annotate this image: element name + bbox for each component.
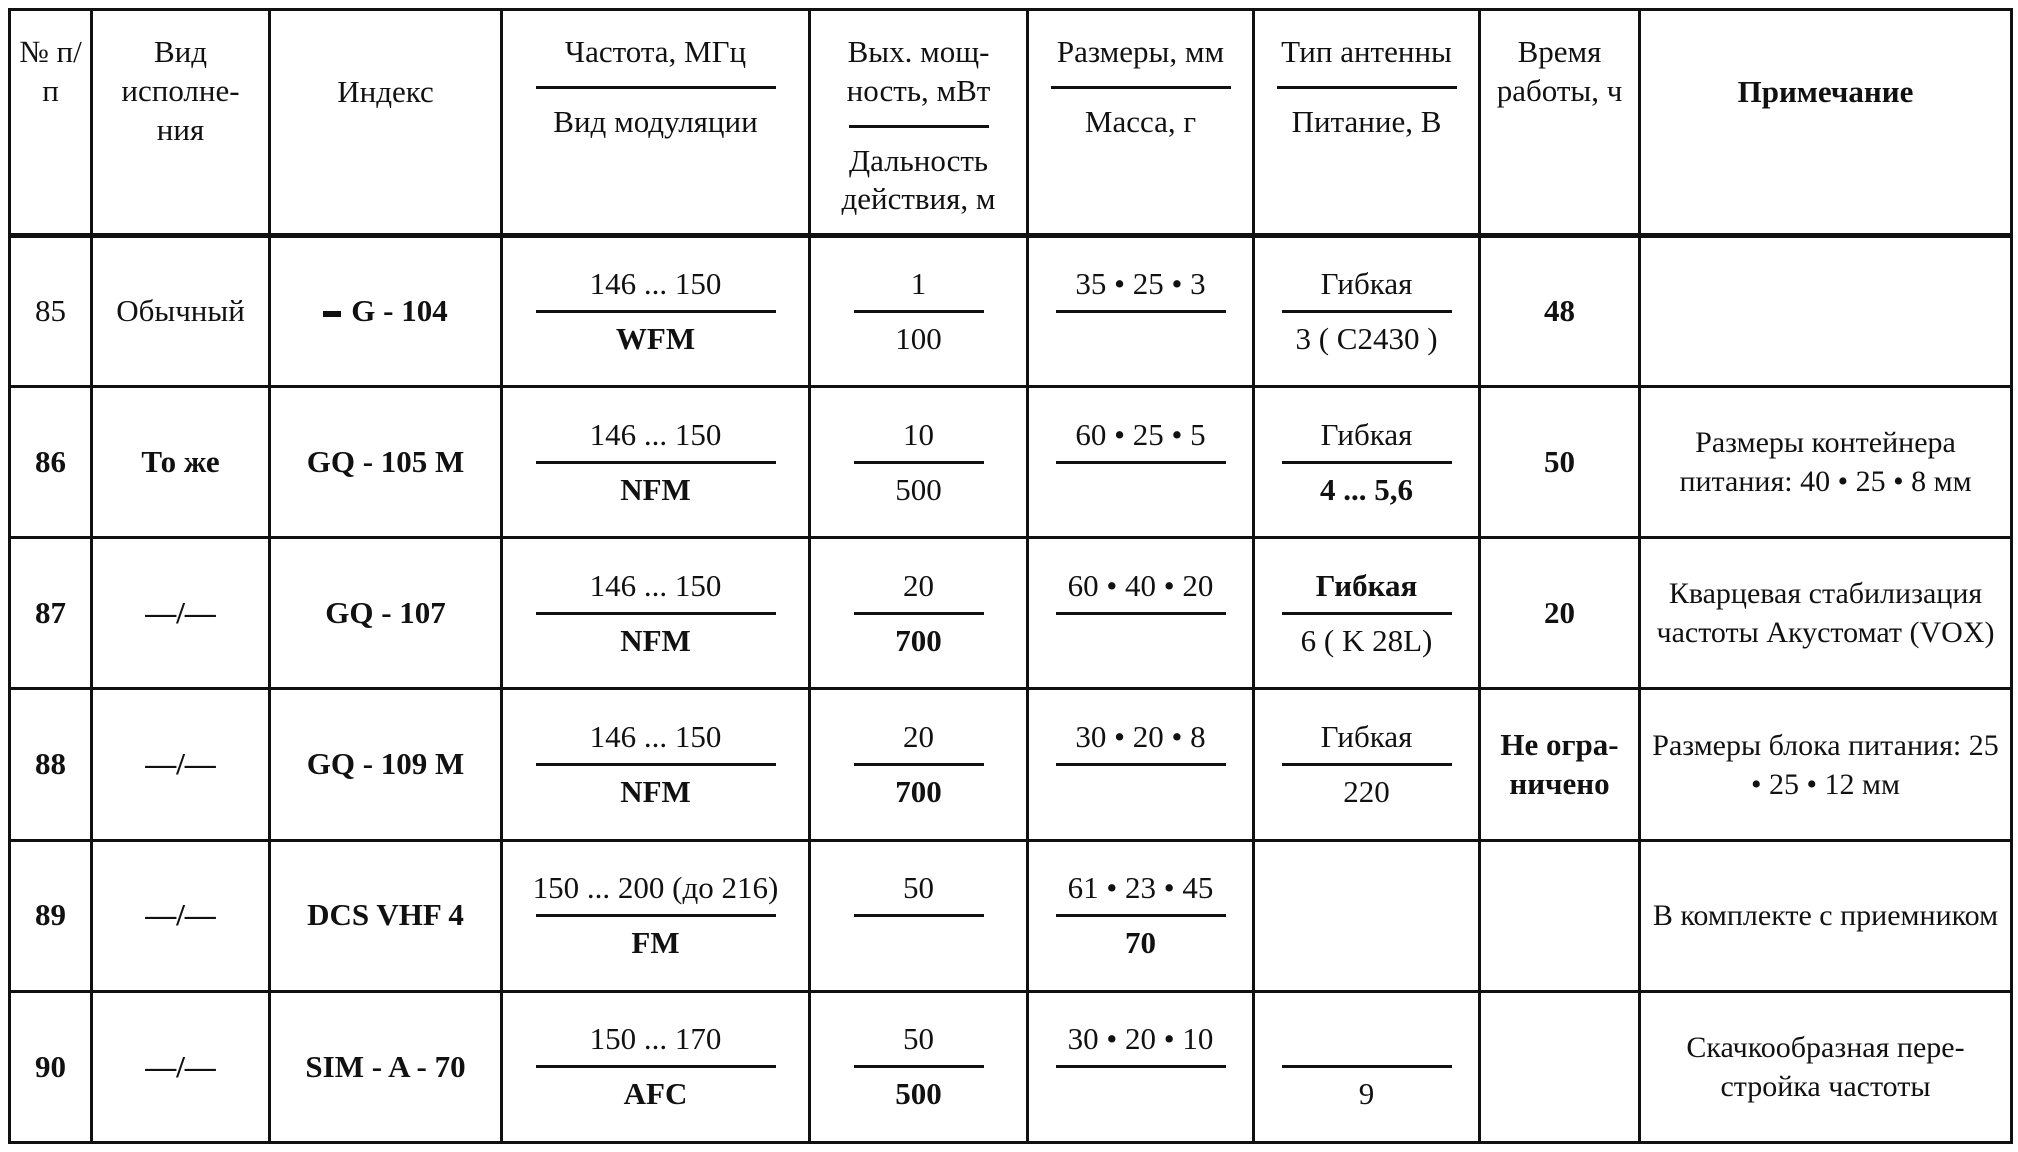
- header-note: Примечание: [1640, 10, 2012, 236]
- header-frequency-divider: [536, 86, 776, 89]
- antenna-value: Гибкая: [1320, 719, 1413, 755]
- cell-index: SIM - A - 70: [270, 991, 502, 1142]
- frequency-value: 150 ... 200 (до 216): [532, 870, 779, 906]
- cell-num: 89: [10, 840, 92, 991]
- range-value: [915, 917, 923, 969]
- power-value: 1: [910, 266, 927, 302]
- mass-value: [1137, 1068, 1145, 1120]
- header-frequency-top: Частота, МГц: [564, 34, 747, 69]
- modulation-value: NFM: [620, 774, 691, 810]
- cell-type: —/—: [92, 840, 270, 991]
- mass-value: 70: [1125, 925, 1156, 961]
- header-size-divider: [1051, 86, 1231, 89]
- frequency-value: 146 ... 150: [589, 416, 722, 452]
- header-antenna-divider: [1277, 86, 1457, 89]
- cell-type: —/—: [92, 991, 270, 1142]
- table-row: [10, 689, 2012, 840]
- cell-note: В комплекте с приемником: [1640, 840, 2012, 991]
- power-value: 20: [903, 567, 934, 603]
- supply-value: 3 ( C2430 ): [1295, 321, 1438, 357]
- size-value: 30 • 20 • 10: [1067, 1021, 1214, 1057]
- cell-power: [810, 689, 1028, 840]
- cell-power: [810, 991, 1028, 1142]
- size-value: 35 • 25 • 3: [1075, 266, 1206, 302]
- size-value: 60 • 40 • 20: [1067, 567, 1214, 603]
- cell-size: [1028, 538, 1254, 689]
- cell-size: [1028, 840, 1254, 991]
- size-value: 60 • 25 • 5: [1075, 416, 1206, 452]
- cell-size: [1028, 236, 1254, 387]
- modulation-value: WFM: [615, 321, 696, 357]
- supply-value: [1363, 917, 1371, 969]
- header-antenna-top: Тип антенны: [1281, 34, 1452, 69]
- cell-time: Не огра-ничено: [1480, 689, 1640, 840]
- cell-antenna: [1254, 387, 1480, 538]
- header-range: Дальность действия, м: [841, 142, 996, 217]
- cell-antenna: [1254, 236, 1480, 387]
- cell-time: 20: [1480, 538, 1640, 689]
- header-power-divider: [849, 125, 989, 128]
- cell-note: Скачкообразная пере-стройка частоты: [1640, 991, 2012, 1142]
- cell-power: [810, 538, 1028, 689]
- power-value: 50: [903, 870, 934, 906]
- modulation-value: NFM: [620, 471, 691, 507]
- header-num: № п/п: [10, 10, 92, 236]
- cell-num: 87: [10, 538, 92, 689]
- frequency-value: 146 ... 150: [589, 719, 722, 755]
- cell-num: 90: [10, 991, 92, 1142]
- range-value: 500: [895, 1076, 942, 1112]
- cell-frequency: [502, 840, 810, 991]
- spec-table: [8, 8, 2013, 1144]
- size-value: 30 • 20 • 8: [1075, 719, 1206, 755]
- modulation-value: FM: [631, 925, 680, 961]
- header-size-top: Размеры, мм: [1056, 34, 1225, 69]
- header-size: [1028, 10, 1254, 236]
- mass-value: [1137, 464, 1145, 516]
- cell-time: [1480, 991, 1640, 1142]
- cell-type: То же: [92, 387, 270, 538]
- index-dash-mark: [323, 311, 341, 317]
- cell-note: [1640, 236, 2012, 387]
- antenna-value: [1363, 862, 1371, 914]
- cell-note: Кварцевая стабилизация частоты Акустомат (VOX): [1640, 538, 2012, 689]
- cell-size: [1028, 991, 1254, 1142]
- cell-antenna: [1254, 689, 1480, 840]
- cell-time: [1480, 840, 1640, 991]
- cell-frequency: [502, 236, 810, 387]
- cell-index: DCS VHF 4: [270, 840, 502, 991]
- frequency-value: 150 ... 170: [589, 1021, 722, 1057]
- cell-type: —/—: [92, 689, 270, 840]
- header-power: [810, 10, 1028, 236]
- supply-value: 6 ( K 28L): [1300, 622, 1433, 658]
- cell-num: 85: [10, 236, 92, 387]
- power-value: 50: [903, 1021, 934, 1057]
- cell-index: GQ - 109 M: [270, 689, 502, 840]
- cell-index: G - 104: [270, 236, 502, 387]
- cell-index: GQ - 105 M: [270, 387, 502, 538]
- header-antenna: [1254, 10, 1480, 236]
- frequency-value: 146 ... 150: [589, 266, 722, 302]
- supply-value: 4 ... 5,6: [1320, 471, 1413, 507]
- cell-index: GQ - 107: [270, 538, 502, 689]
- cell-antenna: [1254, 991, 1480, 1142]
- antenna-value: Гибкая: [1320, 416, 1413, 452]
- header-frequency: [502, 10, 810, 236]
- table-row: [10, 840, 2012, 991]
- cell-time: 50: [1480, 387, 1640, 538]
- cell-frequency: [502, 991, 810, 1142]
- range-value: 700: [895, 622, 942, 658]
- cell-antenna: [1254, 840, 1480, 991]
- header-power-top: Вых. мощ-ность, мВт: [846, 34, 991, 108]
- power-value: 10: [903, 416, 934, 452]
- supply-value: 220: [1343, 774, 1390, 810]
- cell-power: [810, 236, 1028, 387]
- range-value: 700: [895, 774, 942, 810]
- modulation-value: NFM: [620, 622, 691, 658]
- cell-frequency: [502, 387, 810, 538]
- mass-value: [1137, 766, 1145, 818]
- header-row: [10, 10, 2012, 236]
- cell-frequency: [502, 538, 810, 689]
- cell-time: 48: [1480, 236, 1640, 387]
- cell-num: 86: [10, 387, 92, 538]
- header-time: Время работы, ч: [1480, 10, 1640, 236]
- cell-antenna: [1254, 538, 1480, 689]
- cell-size: [1028, 387, 1254, 538]
- header-index: Индекс: [270, 10, 502, 236]
- cell-power: [810, 387, 1028, 538]
- cell-note: Размеры блока питания: 25 • 25 • 12 мм: [1640, 689, 2012, 840]
- header-mass: Масса, г: [1084, 103, 1197, 139]
- mass-value: [1137, 313, 1145, 365]
- supply-value: 9: [1358, 1076, 1375, 1112]
- header-type: Вид исполне-ния: [92, 10, 270, 236]
- cell-power: [810, 840, 1028, 991]
- table-row: [10, 991, 2012, 1142]
- modulation-value: AFC: [623, 1076, 688, 1112]
- table-row: [10, 538, 2012, 689]
- cell-type: —/—: [92, 538, 270, 689]
- header-modulation: Вид модуляции: [553, 103, 758, 139]
- header-supply: Питание, В: [1291, 103, 1442, 139]
- frequency-value: 146 ... 150: [589, 567, 722, 603]
- power-value: 20: [903, 719, 934, 755]
- cell-type: Обычный: [92, 236, 270, 387]
- table-row: [10, 387, 2012, 538]
- table-row: [10, 236, 2012, 387]
- antenna-value: Гибкая: [1315, 567, 1418, 603]
- range-value: 100: [895, 321, 942, 357]
- cell-frequency: [502, 689, 810, 840]
- range-value: 500: [895, 471, 942, 507]
- cell-size: [1028, 689, 1254, 840]
- size-value: 61 • 23 • 45: [1067, 870, 1214, 906]
- antenna-value: [1363, 1013, 1371, 1065]
- mass-value: [1137, 615, 1145, 667]
- antenna-value: Гибкая: [1320, 266, 1413, 302]
- cell-num: 88: [10, 689, 92, 840]
- cell-note: Размеры контейнера питания: 40 • 25 • 8 мм: [1640, 387, 2012, 538]
